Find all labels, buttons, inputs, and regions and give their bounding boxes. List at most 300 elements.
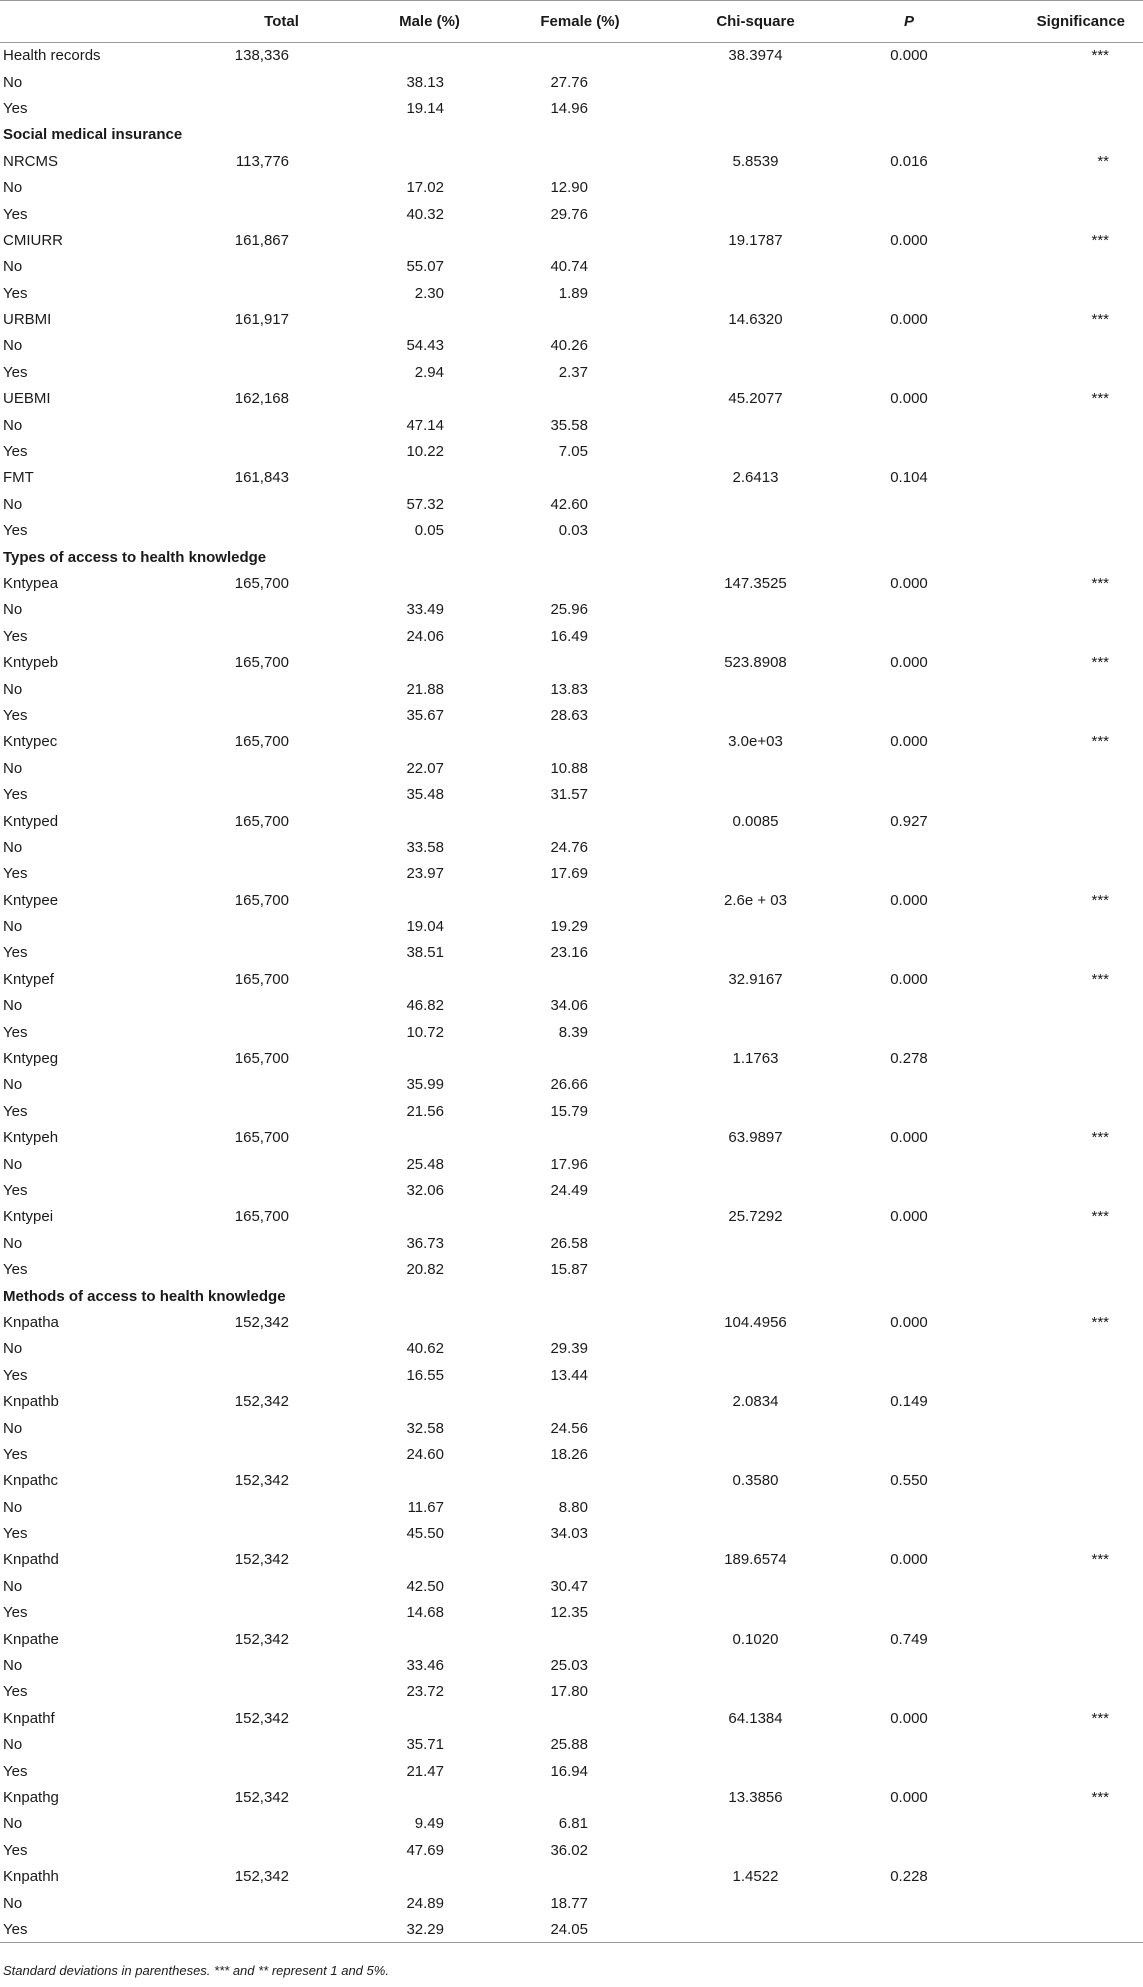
female-cell: [486, 729, 674, 755]
significance-cell: [981, 597, 1143, 623]
chi-square-cell: 523.8908: [724, 654, 787, 672]
male-cell: 14.68: [406, 1604, 444, 1622]
row-label: No: [3, 416, 23, 434]
p-value-cell: 0.000: [890, 311, 928, 329]
significance-cell: [981, 1520, 1143, 1546]
chi-square-cell: [674, 1362, 837, 1388]
chi-square-cell: [674, 1283, 837, 1309]
significance-cell: [981, 781, 1143, 807]
significance-cell: [981, 834, 1143, 860]
chi-square-cell: [674, 676, 837, 702]
row-label: No: [3, 680, 23, 698]
male-cell: 35.67: [406, 706, 444, 724]
female-cell: [486, 1626, 674, 1652]
table-row: [0, 570, 1143, 596]
table-row: [0, 1177, 1143, 1203]
male-cell: 2.94: [414, 363, 444, 381]
total-cell: [200, 95, 303, 121]
header-total: Total: [200, 1, 303, 43]
table-row: [0, 1811, 1143, 1837]
table-row: [0, 781, 1143, 807]
significance-cell: [981, 95, 1143, 121]
male-cell: 46.82: [406, 997, 444, 1015]
p-value-cell: [837, 201, 981, 227]
male-cell: [303, 306, 486, 332]
p-value-cell: [837, 412, 981, 438]
p-value-cell: [837, 781, 981, 807]
p-value-cell: 0.000: [890, 733, 928, 751]
male-cell: [303, 1125, 486, 1151]
p-value-cell: [837, 702, 981, 728]
chi-square-cell: [674, 1072, 837, 1098]
total-cell: [200, 359, 303, 385]
total-cell: [200, 1230, 303, 1256]
female-cell: 17.69: [550, 865, 588, 883]
chi-square-cell: 3.0e+03: [728, 733, 783, 751]
male-cell: 40.32: [406, 205, 444, 223]
male-cell: [303, 570, 486, 596]
p-value-cell: [837, 1415, 981, 1441]
male-cell: [303, 148, 486, 174]
female-cell: [486, 544, 674, 570]
chi-square-cell: [674, 1336, 837, 1362]
total-cell: [200, 1732, 303, 1758]
table-row: [0, 887, 1143, 913]
table-row: [0, 1045, 1143, 1071]
p-value-cell: [837, 1177, 981, 1203]
p-value-cell: [837, 1758, 981, 1784]
chi-square-cell: [674, 834, 837, 860]
table-row: [0, 465, 1143, 491]
total-cell: [200, 412, 303, 438]
table-row: [0, 1890, 1143, 1916]
row-label: Kntypeg: [3, 1050, 59, 1068]
row-label: No: [3, 258, 23, 276]
female-cell: [486, 1283, 674, 1309]
significance-cell: ***: [1091, 1788, 1109, 1806]
table-row: [0, 1573, 1143, 1599]
female-cell: [486, 386, 674, 412]
male-cell: 20.82: [406, 1261, 444, 1279]
significance-cell: ***: [1091, 1313, 1109, 1331]
row-label: Knpatha: [3, 1313, 59, 1331]
row-label: FMT: [3, 469, 34, 487]
table-row: [0, 966, 1143, 992]
significance-cell: [981, 1890, 1143, 1916]
chi-square-cell: 45.2077: [728, 390, 783, 408]
significance-cell: [981, 1415, 1143, 1441]
total-cell: [200, 438, 303, 464]
male-cell: 10.72: [406, 1023, 444, 1041]
p-value-cell: [837, 122, 981, 148]
p-value-cell: 0.016: [890, 152, 928, 170]
row-label: Yes: [3, 1762, 28, 1780]
chi-square-cell: [674, 491, 837, 517]
chi-square-cell: [674, 1890, 837, 1916]
table-row: [0, 280, 1143, 306]
table-row: [0, 306, 1143, 332]
chi-square-cell: [674, 95, 837, 121]
male-cell: [303, 1705, 486, 1731]
female-cell: 13.44: [550, 1366, 588, 1384]
male-cell: [303, 1784, 486, 1810]
header-variable: [0, 1, 200, 43]
table-row: [0, 676, 1143, 702]
row-label: Knpathb: [3, 1393, 59, 1411]
row-label: No: [3, 1498, 23, 1516]
table-row: [0, 148, 1143, 174]
p-value-cell: 0.149: [890, 1393, 928, 1411]
significance-cell: [981, 1811, 1143, 1837]
p-value-cell: [837, 597, 981, 623]
female-cell: 34.06: [550, 997, 588, 1015]
chi-square-cell: [674, 1652, 837, 1678]
significance-cell: [981, 1177, 1143, 1203]
female-cell: [486, 465, 674, 491]
table-row: [0, 359, 1143, 385]
section-header-row: [0, 1283, 1143, 1309]
significance-cell: [981, 1573, 1143, 1599]
total-cell: [200, 597, 303, 623]
male-cell: 9.49: [414, 1815, 444, 1833]
table-row: [0, 227, 1143, 253]
row-label: Knpathd: [3, 1551, 59, 1569]
chi-square-cell: [674, 1256, 837, 1282]
table-row: [0, 1098, 1143, 1124]
significance-cell: [981, 359, 1143, 385]
male-cell: 32.58: [406, 1419, 444, 1437]
total-cell: [200, 1890, 303, 1916]
total-cell: [200, 1494, 303, 1520]
table-row: [0, 518, 1143, 544]
significance-cell: ***: [1091, 733, 1109, 751]
male-cell: 24.60: [406, 1445, 444, 1463]
table-row: [0, 1468, 1143, 1494]
row-label: No: [3, 918, 23, 936]
significance-cell: [981, 254, 1143, 280]
p-value-cell: [837, 861, 981, 887]
chi-square-cell: [674, 1098, 837, 1124]
chi-square-cell: [674, 623, 837, 649]
chi-square-cell: [674, 1679, 837, 1705]
row-label: Knpathh: [3, 1868, 59, 1886]
table-row: [0, 755, 1143, 781]
chi-square-cell: [674, 412, 837, 438]
female-cell: 40.74: [550, 258, 588, 276]
chi-square-cell: 0.1020: [732, 1630, 779, 1648]
male-cell: 21.56: [406, 1102, 444, 1120]
male-cell: 47.14: [406, 416, 444, 434]
row-label: Yes: [3, 786, 28, 804]
total-cell: [200, 1072, 303, 1098]
chi-square-cell: [674, 755, 837, 781]
significance-cell: **: [1097, 152, 1109, 170]
chi-square-cell: [674, 69, 837, 95]
p-value-cell: [837, 1283, 981, 1309]
significance-cell: [981, 201, 1143, 227]
male-cell: 33.49: [406, 601, 444, 619]
female-cell: [486, 649, 674, 675]
chi-square-cell: [674, 993, 837, 1019]
male-cell: 54.43: [406, 337, 444, 355]
significance-cell: [981, 1494, 1143, 1520]
table-row: [0, 1494, 1143, 1520]
total-cell: [200, 1600, 303, 1626]
male-cell: [303, 465, 486, 491]
p-value-cell: [837, 834, 981, 860]
chi-square-cell: [674, 174, 837, 200]
chi-square-cell: 1.4522: [732, 1868, 779, 1886]
significance-cell: ***: [1091, 311, 1109, 329]
row-label: Knpathg: [3, 1788, 59, 1806]
total-cell: 165,700: [234, 1129, 289, 1147]
significance-cell: [981, 1151, 1143, 1177]
significance-cell: [981, 913, 1143, 939]
significance-cell: [981, 808, 1143, 834]
chi-square-cell: 5.8539: [732, 152, 779, 170]
total-cell: [200, 254, 303, 280]
female-cell: 12.35: [550, 1604, 588, 1622]
significance-cell: [981, 1230, 1143, 1256]
table-row: [0, 597, 1143, 623]
female-cell: [486, 122, 674, 148]
significance-cell: [981, 1468, 1143, 1494]
row-label: Kntypef: [3, 970, 54, 988]
table-row: [0, 1125, 1143, 1151]
table-row: [0, 993, 1143, 1019]
significance-cell: [981, 1916, 1143, 1942]
table-row: [0, 412, 1143, 438]
row-label: No: [3, 1155, 23, 1173]
chi-square-cell: 25.7292: [728, 1208, 783, 1226]
female-cell: 24.05: [486, 1916, 674, 1942]
table-row: [0, 438, 1143, 464]
total-cell: 165,700: [234, 891, 289, 909]
table-row: [0, 1600, 1143, 1626]
male-cell: [303, 544, 486, 570]
p-value-cell: [837, 491, 981, 517]
male-cell: [303, 1309, 486, 1335]
significance-cell: [981, 174, 1143, 200]
table-row: [0, 1547, 1143, 1573]
male-cell: 21.47: [406, 1762, 444, 1780]
p-value-cell: 0.278: [890, 1050, 928, 1068]
row-label: CMIURR: [3, 231, 63, 249]
female-cell: [486, 43, 674, 69]
chi-square-cell: [674, 1837, 837, 1863]
significance-cell: [981, 544, 1143, 570]
table-row: [0, 174, 1143, 200]
row-label: No: [3, 337, 23, 355]
row-label: Kntypei: [3, 1208, 54, 1226]
total-cell: 113,776: [235, 152, 289, 170]
male-cell: 55.07: [406, 258, 444, 276]
chi-square-cell: [674, 333, 837, 359]
chi-square-cell: 38.3974: [728, 47, 783, 65]
p-value-cell: [837, 676, 981, 702]
table-row: [0, 1784, 1143, 1810]
female-cell: [486, 1784, 674, 1810]
female-cell: [486, 1125, 674, 1151]
female-cell: 25.03: [550, 1657, 588, 1675]
p-value-cell: [837, 95, 981, 121]
female-cell: 30.47: [550, 1577, 588, 1595]
significance-cell: [981, 412, 1143, 438]
female-cell: 15.87: [550, 1261, 588, 1279]
table-row: [0, 940, 1143, 966]
significance-cell: [981, 702, 1143, 728]
row-label: No: [3, 1234, 23, 1252]
chi-square-cell: 14.6320: [728, 311, 783, 329]
p-value-cell: [837, 518, 981, 544]
p-value-cell: [837, 280, 981, 306]
row-label: Kntypea: [3, 575, 59, 592]
row-label: No: [3, 1736, 23, 1754]
table-row: [0, 1415, 1143, 1441]
chi-square-cell: 104.4956: [724, 1313, 787, 1331]
significance-cell: ***: [1091, 1208, 1109, 1226]
female-cell: 26.66: [550, 1076, 588, 1094]
p-value-cell: 0.000: [890, 1129, 928, 1147]
significance-cell: ***: [1091, 1129, 1109, 1147]
total-cell: [200, 174, 303, 200]
section-header-row: [0, 544, 1143, 570]
p-value-cell: [837, 1732, 981, 1758]
p-value-cell: [837, 1679, 981, 1705]
total-cell: [200, 1573, 303, 1599]
male-cell: [303, 43, 486, 69]
row-label: Yes: [3, 627, 28, 645]
p-value-cell: 0.228: [890, 1868, 928, 1886]
total-cell: [200, 69, 303, 95]
row-label: Yes: [3, 443, 28, 461]
significance-cell: [981, 993, 1143, 1019]
row-label: Yes: [3, 865, 28, 883]
chi-square-cell: 64.1384: [728, 1709, 783, 1727]
female-cell: 24.76: [550, 838, 588, 856]
p-value-cell: 0.927: [890, 812, 928, 830]
row-label: No: [3, 1340, 23, 1358]
row-label: No: [3, 997, 23, 1015]
significance-cell: [981, 1679, 1143, 1705]
female-cell: 8.80: [558, 1498, 588, 1516]
p-value-cell: 0.000: [890, 891, 928, 909]
chi-square-cell: [674, 861, 837, 887]
row-label: UEBMI: [3, 390, 51, 408]
female-cell: 42.60: [550, 495, 588, 513]
table-row: [0, 1309, 1143, 1335]
table-row: [0, 1204, 1143, 1230]
row-label: Kntyped: [3, 812, 59, 830]
p-value-cell: [837, 174, 981, 200]
total-cell: 138,336: [234, 47, 289, 65]
chi-square-cell: [674, 201, 837, 227]
row-label: Yes: [3, 284, 28, 302]
total-cell: [200, 333, 303, 359]
significance-cell: [981, 1072, 1143, 1098]
chi-square-cell: [674, 359, 837, 385]
table-row: [0, 1705, 1143, 1731]
row-label: Yes: [3, 1841, 28, 1859]
male-cell: 19.04: [406, 918, 444, 936]
row-label: No: [3, 838, 23, 856]
female-cell: [486, 227, 674, 253]
female-cell: 31.57: [550, 786, 588, 804]
chi-square-cell: 32.9167: [728, 970, 783, 988]
p-value-cell: [837, 1151, 981, 1177]
total-cell: 165,700: [234, 654, 289, 672]
p-value-cell: [837, 438, 981, 464]
p-value-cell: 0.000: [890, 1709, 928, 1727]
chi-square-cell: 2.6e + 03: [724, 891, 787, 909]
table-row: [0, 913, 1143, 939]
male-cell: [303, 966, 486, 992]
p-value-cell: [837, 1890, 981, 1916]
table-row: [0, 1362, 1143, 1388]
chi-square-cell: [674, 1415, 837, 1441]
table-row: [0, 1679, 1143, 1705]
table-row: [0, 1388, 1143, 1414]
table-row: [0, 1151, 1143, 1177]
p-value-cell: [837, 1494, 981, 1520]
male-cell: 25.48: [406, 1155, 444, 1173]
p-value-cell: [837, 1230, 981, 1256]
row-label: Yes: [3, 1181, 28, 1199]
significance-cell: ***: [1091, 970, 1109, 988]
female-cell: 8.39: [558, 1023, 588, 1041]
p-value-cell: [837, 623, 981, 649]
total-cell: [200, 1758, 303, 1784]
table-row: [0, 1916, 1143, 1942]
male-cell: [303, 1626, 486, 1652]
total-cell: 165,700: [234, 733, 289, 751]
female-cell: [486, 1204, 674, 1230]
male-cell: 33.58: [406, 838, 444, 856]
female-cell: 40.26: [550, 337, 588, 355]
table-row: [0, 702, 1143, 728]
p-value-cell: 0.000: [890, 1208, 928, 1226]
male-cell: 17.02: [406, 179, 444, 197]
section-header-row: [0, 122, 1143, 148]
female-cell: [486, 1547, 674, 1573]
significance-cell: [981, 465, 1143, 491]
total-cell: 165,700: [234, 1208, 289, 1226]
female-cell: 25.88: [550, 1736, 588, 1754]
male-cell: 38.51: [406, 944, 444, 962]
total-cell: [200, 1151, 303, 1177]
chi-square-cell: [674, 1494, 837, 1520]
p-value-cell: 0.000: [890, 575, 928, 592]
chi-square-cell: [674, 518, 837, 544]
chi-square-cell: [674, 1177, 837, 1203]
male-cell: 23.97: [406, 865, 444, 883]
chi-square-cell: [674, 280, 837, 306]
row-label: No: [3, 1419, 23, 1437]
p-value-cell: 0.550: [890, 1472, 928, 1490]
total-cell: 152,342: [234, 1868, 289, 1886]
header-chi-square: Chi-square: [674, 1, 837, 43]
p-value-cell: [837, 940, 981, 966]
row-label: Social medical insurance: [3, 126, 183, 144]
significance-cell: ***: [1091, 390, 1109, 408]
total-cell: [200, 1811, 303, 1837]
total-cell: 161,843: [234, 469, 289, 487]
row-label: Yes: [3, 1683, 28, 1701]
table-row: [0, 1652, 1143, 1678]
chi-square-cell: [674, 940, 837, 966]
table-row: [0, 1336, 1143, 1362]
p-value-cell: [837, 1072, 981, 1098]
